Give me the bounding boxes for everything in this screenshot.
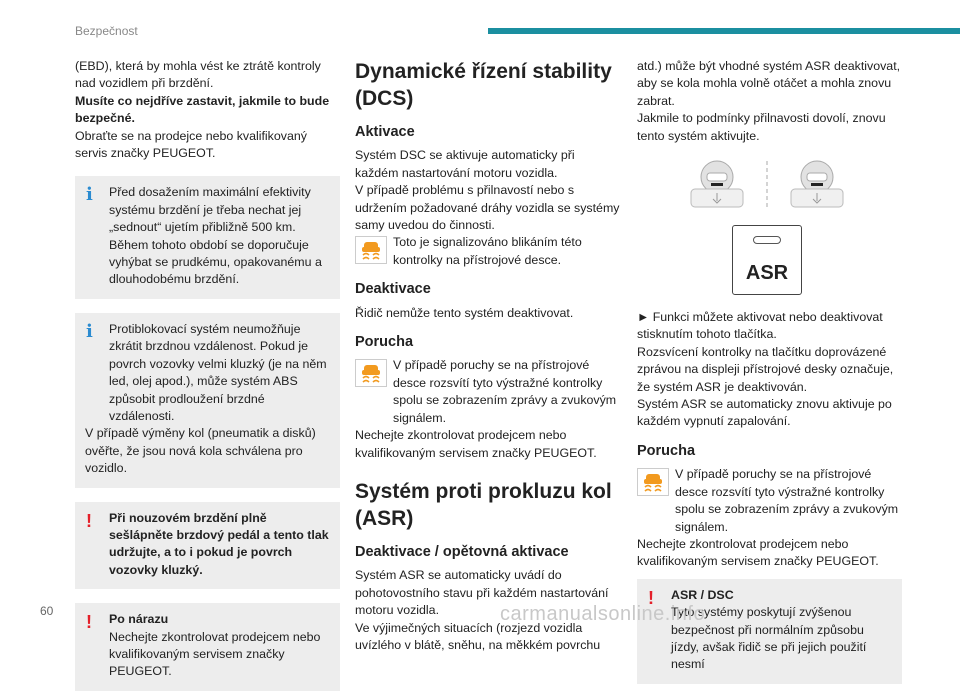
- paragraph: Nechejte zkontrolovat prodejcem nebo kvalifikovaným servisem značky PEUGEOT.: [355, 428, 597, 460]
- header-accent-bar: [488, 28, 960, 34]
- note-text: Před dosažením maximální efektivity systému brzdění je třeba nechat jej „sednout“ ujetím přibližně 500 km. Během tohoto období se doporučuje vyhýbat se prudkému, opakovanému a dlouhodobému brzdění.: [109, 185, 322, 287]
- page-number: 60: [40, 604, 54, 618]
- warning-note: [75, 502, 340, 590]
- paragraph: V případě poruchy se na přístrojové desce rozsvítí tyto výstražné kontrolky spolu se zobrazením zprávy a zvukovým signálem.: [393, 358, 617, 425]
- info-note: [75, 313, 340, 488]
- paragraph: Jakmile to podmínky přilnavosti dovolí, znovu tento systém aktivujte.: [637, 111, 886, 143]
- heading-deactivation: Deaktivace: [355, 281, 431, 298]
- section-label: Bezpečnost: [75, 24, 138, 38]
- asr-indicator-lamp: [753, 236, 781, 244]
- stability-warning-icon: [355, 236, 387, 264]
- heading-asr: Systém proti prokluzu kol (ASR): [355, 479, 612, 530]
- heading-fault: Porucha: [637, 442, 696, 459]
- warning-text: Při nouzovém brzdění plně sešlápněte brzdový pedál a tento tlak udržujte, a to i pokud je povrch vozovky kluzký.: [109, 510, 329, 577]
- warning-text: Tyto systémy poskytují zvýšenou bezpečnost při normálním způsobu jízdy, avšak řidič se při jejich použití nesmí: [671, 605, 867, 672]
- icon-paragraph: [355, 234, 620, 269]
- steering-wheel-figure: [677, 159, 857, 211]
- icon-paragraph: [637, 466, 902, 536]
- paragraph: atd.) může být vhodné systém ASR deaktivovat, aby se kola mohla volně otáčet a mohla znovu zabrat.: [637, 59, 901, 108]
- warning-icon: !: [86, 612, 92, 633]
- paragraph: Systém ASR se automaticky znovu aktivuje po každém vypnutí zapalování.: [637, 397, 892, 429]
- icon-paragraph: [355, 357, 620, 427]
- warning-icon: !: [86, 510, 92, 531]
- heading-fault: Porucha: [355, 334, 414, 351]
- stability-warning-icon: [355, 359, 387, 387]
- column-2: [355, 58, 620, 654]
- note-text: V případě výměny kol (pneumatik a disků) ověřte, že jsou nová kola schválena pro vozidlo.: [85, 426, 316, 476]
- paragraph: Řidič nemůže tento systém deaktivovat.: [355, 305, 574, 320]
- paragraph: Systém ASR se automaticky uvádí do pohotovostního stavu při každém nastartování motoru vozidla.: [355, 568, 609, 618]
- column-3: [637, 58, 902, 684]
- asr-button[interactable]: [732, 225, 802, 295]
- paragraph: ► Funkci můžete aktivovat nebo deaktivovat stisknutím tohoto tlačítka.: [637, 310, 883, 342]
- paragraph: Rozsvícení kontrolky na tlačítku doprovázené zprávou na displeji přístrojové desky označuje, že systém ASR je deaktivován.: [637, 344, 894, 394]
- info-icon: i: [86, 320, 93, 342]
- paragraph: Ve výjimečných situacích (rozjezd vozidla uvízlého v blátě, sněhu, na měkkém povrchu: [355, 620, 601, 652]
- info-icon: i: [86, 184, 93, 206]
- heading-asr-deactivation: Deaktivace / opětovná aktivace: [355, 543, 569, 560]
- heading-activation: Aktivace: [355, 124, 415, 140]
- paragraph: Systém DSC se aktivuje automaticky při každém nastartování motoru vozidla.: [355, 148, 575, 180]
- watermark: carmanualsonline.info: [500, 603, 706, 625]
- info-note: [75, 176, 340, 298]
- paragraph: Toto je signalizováno blikáním této kontrolky na přístrojové desce.: [393, 235, 582, 267]
- stability-warning-icon: [637, 468, 669, 496]
- paragraph: (EBD), která by mohla vést ke ztrátě kontroly nad vozidlem při brzdění.: [75, 59, 321, 91]
- paragraph: Nechejte zkontrolovat prodejcem nebo kvalifikovaným servisem značky PEUGEOT.: [637, 536, 879, 569]
- paragraph: V případě poruchy se na přístrojové desce rozsvítí tyto výstražné kontrolky spolu se zobrazením zprávy a zvukovým signálem.: [675, 467, 899, 534]
- warning-text: Nechejte zkontrolovat prodejcem nebo kvalifikovaným servisem značky PEUGEOT.: [109, 629, 321, 679]
- heading-dcs: Dynamické řízení stability (DCS): [355, 60, 612, 110]
- warning-title: ASR / DSC: [671, 587, 734, 602]
- warning-title: Po nárazu: [109, 612, 169, 627]
- warning-note: [637, 579, 902, 684]
- asr-button-label: ASR: [745, 261, 789, 284]
- column-1: [75, 58, 340, 691]
- warning-icon: !: [648, 587, 654, 608]
- paragraph: Obraťte se na prodejce nebo kvalifikovaný servis značky PEUGEOT.: [75, 128, 307, 161]
- warning-note: [75, 603, 340, 691]
- note-text: Protiblokovací systém neumožňuje zkrátit brzdnou vzdálenost. Pokud je povrch vozovky velmi kluzký (je na něm led, olej apod.), může systém ABS způsobit prodloužení brzdné vzdálenosti.: [109, 321, 327, 423]
- paragraph: V případě problému s přilnavostí nebo s udržením požadované dráhy vozidla se systémy samy uvedou do činnosti.: [355, 183, 620, 233]
- paragraph-bold: Musíte co nejdříve zastavit, jakmile to bude bezpečné.: [75, 93, 330, 126]
